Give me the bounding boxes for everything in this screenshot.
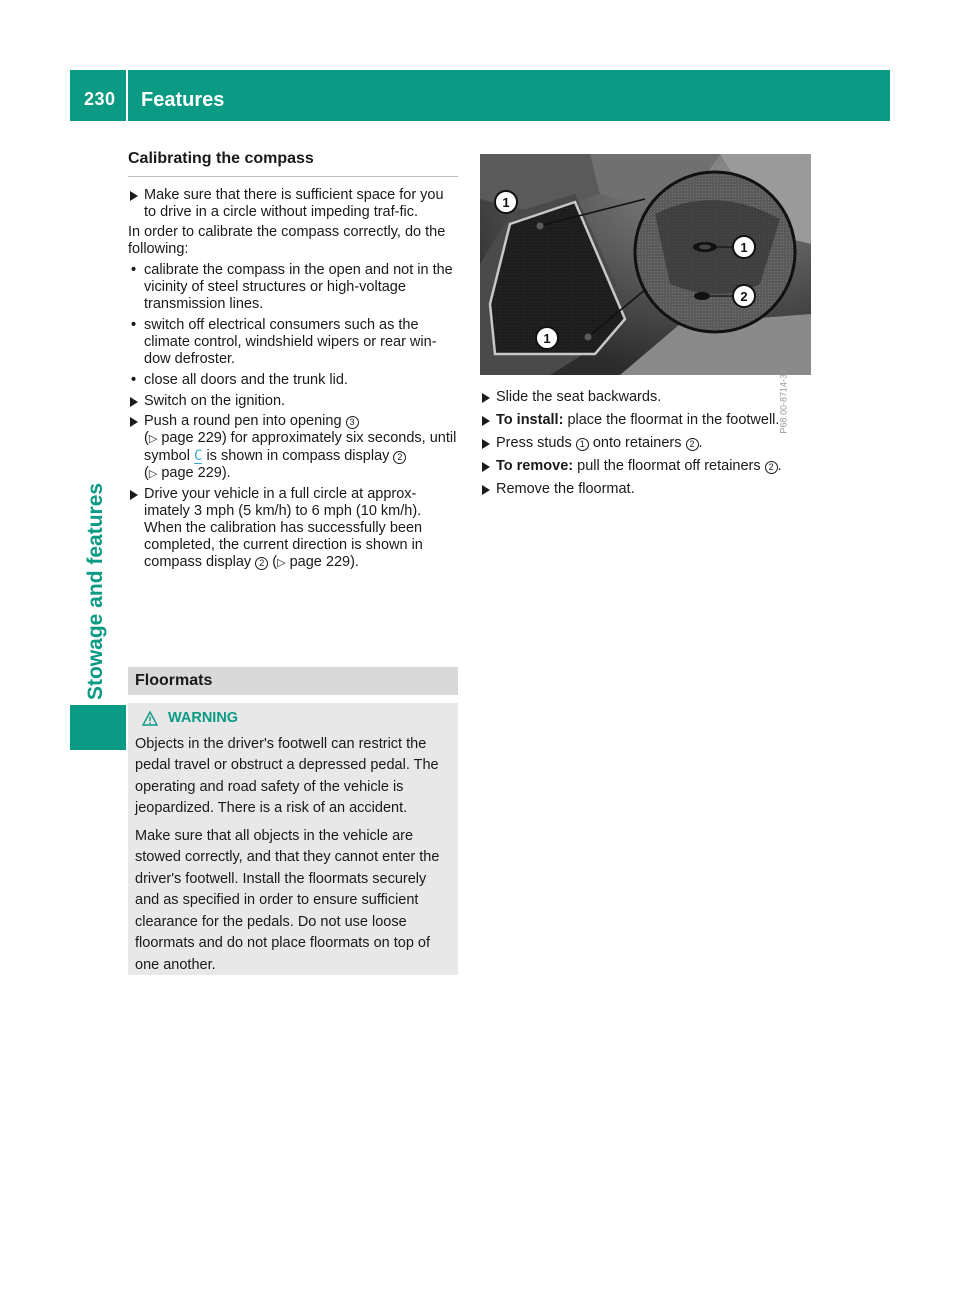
svg-text:2: 2 — [740, 289, 748, 304]
warning-title — [142, 708, 451, 730]
warning-label: WARNING — [168, 710, 239, 726]
header-bar — [70, 70, 890, 121]
compass-step-drive — [128, 486, 458, 572]
callout-3-badge: 3 — [346, 416, 359, 429]
compass-heading: Calibrating the compass — [128, 150, 458, 177]
chapter-label: Stowage and features — [84, 482, 107, 700]
page-ref-link[interactable]: page 229). — [161, 465, 231, 481]
compass-step-pen — [128, 413, 458, 483]
section-title: Features — [141, 89, 225, 111]
warning-paragraph-risk: Objects in the driver's footwell can restrict the pedal travel or obstruct a depressed pedal. The operating and road safety of the vehicle is jeopardized. There is a risk of an accident. — [135, 735, 439, 816]
warning-box — [128, 703, 458, 975]
chapter-marker — [70, 705, 126, 750]
install-text: place the floormat in the footwell. — [567, 412, 780, 428]
compass-step-space: Make sure that there is sufficient space for you to drive in a circle without impeding traf-fic. — [128, 187, 458, 221]
page-ref-arrow-icon: ▷ — [148, 468, 158, 480]
svg-text:1: 1 — [502, 195, 510, 210]
callout-2-badge: 2 — [686, 438, 699, 451]
floormat-step-install — [480, 412, 811, 429]
figure-code: P68.00-8714-31 — [779, 369, 789, 434]
page-ref-arrow-icon: ▷ — [277, 557, 286, 569]
compass-bullet-open: • calibrate the compass in the open and not in the vicinity of steel structures or high-voltage transmission lines. — [128, 262, 458, 313]
drive-text: Drive your vehicle in a full circle at approx-imately 3 mph (5 km/h) to 6 mph (10 km/h). When the calibration has successfully been completed, the current direction is shown in compass display — [144, 486, 423, 570]
page-ref-link[interactable]: page 229). — [289, 554, 359, 570]
pen-text-b: ( — [144, 430, 149, 446]
floormat-step-press — [480, 435, 811, 452]
callout-2-badge: 2 — [255, 557, 268, 570]
callout-2-badge: 2 — [765, 461, 778, 474]
floormat-step-seat: Slide the seat backwards. — [480, 389, 811, 406]
press-text-c: . — [698, 435, 703, 451]
press-text-b: onto retainers — [592, 435, 682, 451]
compass-bullet-consumers: • switch off electrical consumers such as the climate control, windshield wipers or rear win-dow defroster. — [128, 317, 458, 368]
pen-text-a: Push a round pen into opening — [144, 413, 342, 429]
floormat-photo-image — [480, 154, 811, 375]
callout-1-top-left — [495, 191, 517, 213]
install-label: To install: — [496, 412, 564, 428]
drive-text-b: ( — [272, 554, 278, 570]
compass-intro: In order to calibrate the compass correctly, do the following: — [128, 224, 446, 257]
remove-label: To remove: — [496, 458, 574, 474]
callout-1-bottom — [536, 327, 558, 349]
pen-text-e: ( — [144, 465, 149, 481]
callout-1-badge: 1 — [576, 438, 589, 451]
floormat-step-remove — [480, 458, 811, 475]
header-divider — [126, 70, 128, 121]
remove-text: pull the floormat off retainers — [577, 458, 761, 474]
svg-text:1: 1 — [740, 240, 748, 255]
svg-text:1: 1 — [543, 331, 551, 346]
right-column — [480, 154, 811, 504]
remove-text-end: . — [777, 458, 782, 474]
floormat-step-take-out: Remove the floormat. — [480, 481, 811, 498]
floormats-heading-bar — [128, 667, 458, 695]
callout-2-zoom — [733, 285, 755, 307]
page-ref-link[interactable]: page 229) for approximately six seconds, until symbol — [144, 430, 457, 464]
compass-bullet-doors: • close all doors and the trunk lid. — [128, 372, 458, 389]
pen-text-d: is shown in compass display — [206, 448, 390, 464]
compass-symbol-icon: C — [193, 448, 203, 464]
compass-step-ignition: Switch on the ignition. — [128, 393, 458, 410]
floormats-heading: Floormats — [135, 672, 213, 689]
left-column — [128, 150, 458, 575]
callout-2-badge: 2 — [393, 451, 406, 464]
warning-triangle-icon — [142, 711, 158, 726]
page-number: 230 — [84, 89, 116, 109]
press-text-a: Press studs — [496, 435, 572, 451]
page-ref-arrow-icon: ▷ — [148, 433, 158, 445]
warning-paragraph-instructions: Make sure that all objects in the vehicle are stowed correctly, and that they cannot enter the driver's footwell. Install the floormats securely and as specified in order to ensure sufficient clearance for the pedals. Do not use loose floormats and do not place floormats on top of one another. — [135, 827, 440, 973]
callout-1-zoom — [733, 236, 755, 258]
